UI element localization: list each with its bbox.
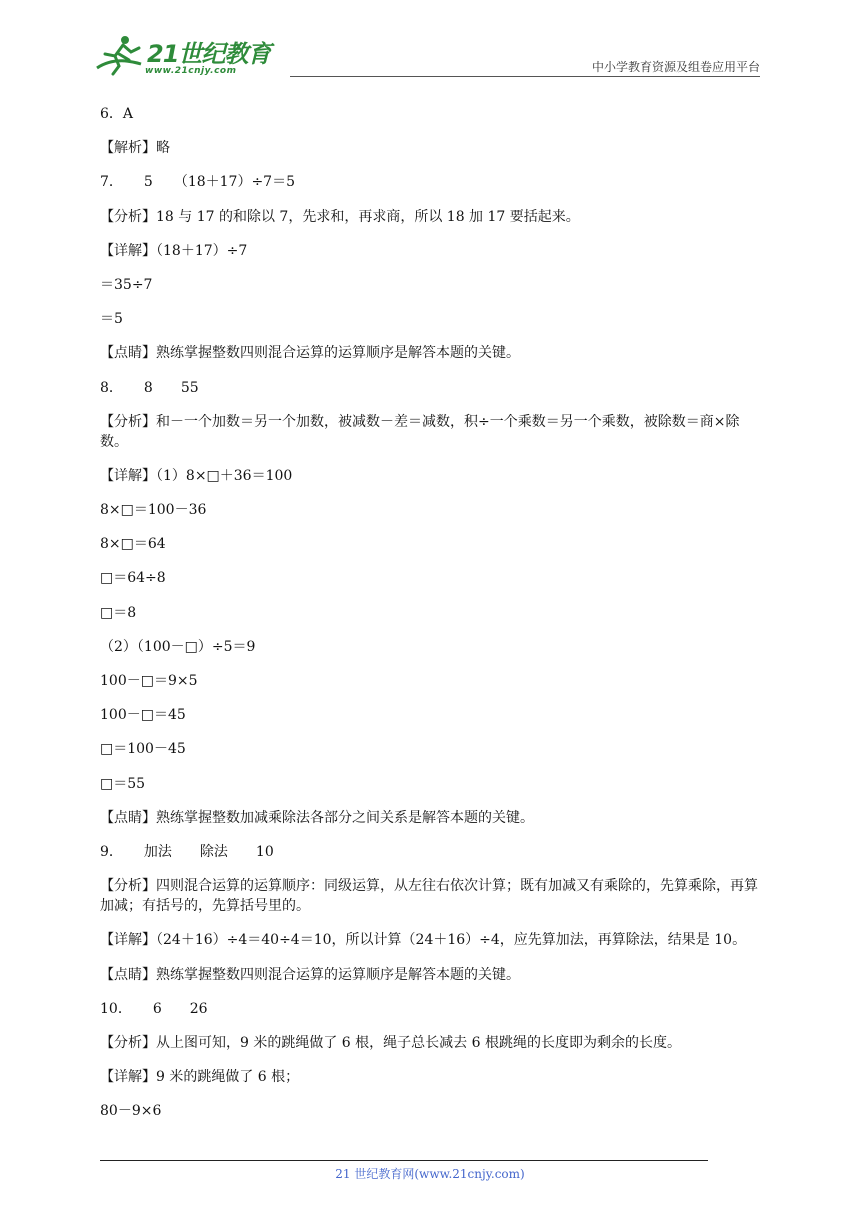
answer-line: □＝8 bbox=[100, 604, 137, 621]
answer-line: 【详解】9 米的跳绳做了 6 根； bbox=[100, 1069, 300, 1086]
answer-line: 【分析】和－一个加数＝另一个加数，被减数－差＝减数，积÷一个乘数＝另一个乘数，被除数＝商×除数。 bbox=[100, 413, 740, 450]
header-divider bbox=[290, 76, 760, 77]
platform-name: 中小学教育资源及组卷应用平台 bbox=[591, 60, 760, 74]
runner-icon bbox=[95, 34, 145, 78]
answer-line: 【解析】略 bbox=[100, 140, 170, 157]
answer-line: 【分析】从上图可知，9 米的跳绳做了 6 根，绳子总长减去 6 根跳绳的长度即为剩余的长度。 bbox=[100, 1034, 681, 1051]
answer-line: 8×□＝100－36 bbox=[100, 502, 207, 519]
answer-line: 6．A bbox=[100, 106, 134, 122]
logo-text: 21世纪教育 bbox=[147, 40, 271, 68]
footer-divider bbox=[100, 1160, 708, 1161]
answer-line: 【点睛】熟练掌握整数加减乘除法各部分之间关系是解答本题的关键。 bbox=[100, 809, 534, 826]
answer-line: ＝35÷7 bbox=[100, 276, 153, 293]
footer-link[interactable]: 21 世纪教育网(www.21cnjy.com) bbox=[335, 1167, 525, 1181]
answer-line: 8． 8 55 bbox=[100, 379, 199, 396]
page-header bbox=[95, 28, 760, 80]
logo-url: www.21cnjy.com bbox=[145, 66, 237, 76]
answer-line: 100－□＝45 bbox=[100, 707, 186, 724]
answer-line: 【详解】（18＋17）÷7 bbox=[100, 242, 248, 259]
answer-line: □＝64÷8 bbox=[100, 570, 166, 587]
answer-content bbox=[100, 104, 765, 1135]
answer-line: ＝5 bbox=[100, 311, 123, 328]
answer-line: 9． 加法 除法 10 bbox=[100, 843, 274, 860]
answer-line: 8×□＝64 bbox=[100, 536, 166, 553]
answer-line: 10． 6 26 bbox=[100, 1000, 208, 1017]
answer-line: □＝55 bbox=[100, 775, 146, 792]
answer-line: □＝100－45 bbox=[100, 741, 186, 758]
answer-line: 7． 5 （18＋17）÷7＝5 bbox=[100, 174, 295, 191]
answer-line: （2）（100－□）÷5＝9 bbox=[100, 638, 256, 655]
answer-line: 【详解】（1）8×□＋36＝100 bbox=[100, 467, 293, 484]
answer-line: 【点睛】熟练掌握整数四则混合运算的运算顺序是解答本题的关键。 bbox=[100, 345, 520, 362]
answer-line: 【分析】18 与 17 的和除以 7，先求和，再求商，所以 18 加 17 要括起来。 bbox=[100, 208, 580, 225]
answer-line: 【详解】（24＋16）÷4＝40÷4＝10，所以计算（24＋16）÷4，应先算加法，再算除法，结果是 10。 bbox=[100, 932, 747, 949]
answer-line: 80－9×6 bbox=[100, 1103, 162, 1120]
site-logo[interactable] bbox=[95, 34, 295, 78]
answer-line: 100－□＝9×5 bbox=[100, 673, 198, 689]
answer-line: 【分析】四则混合运算的运算顺序：同级运算，从左往右依次计算；既有加减又有乘除的，先算乘除，再算加减；有括号的，先算括号里的。 bbox=[100, 878, 758, 915]
answer-line: 【点睛】熟练掌握整数四则混合运算的运算顺序是解答本题的关键。 bbox=[100, 966, 520, 983]
